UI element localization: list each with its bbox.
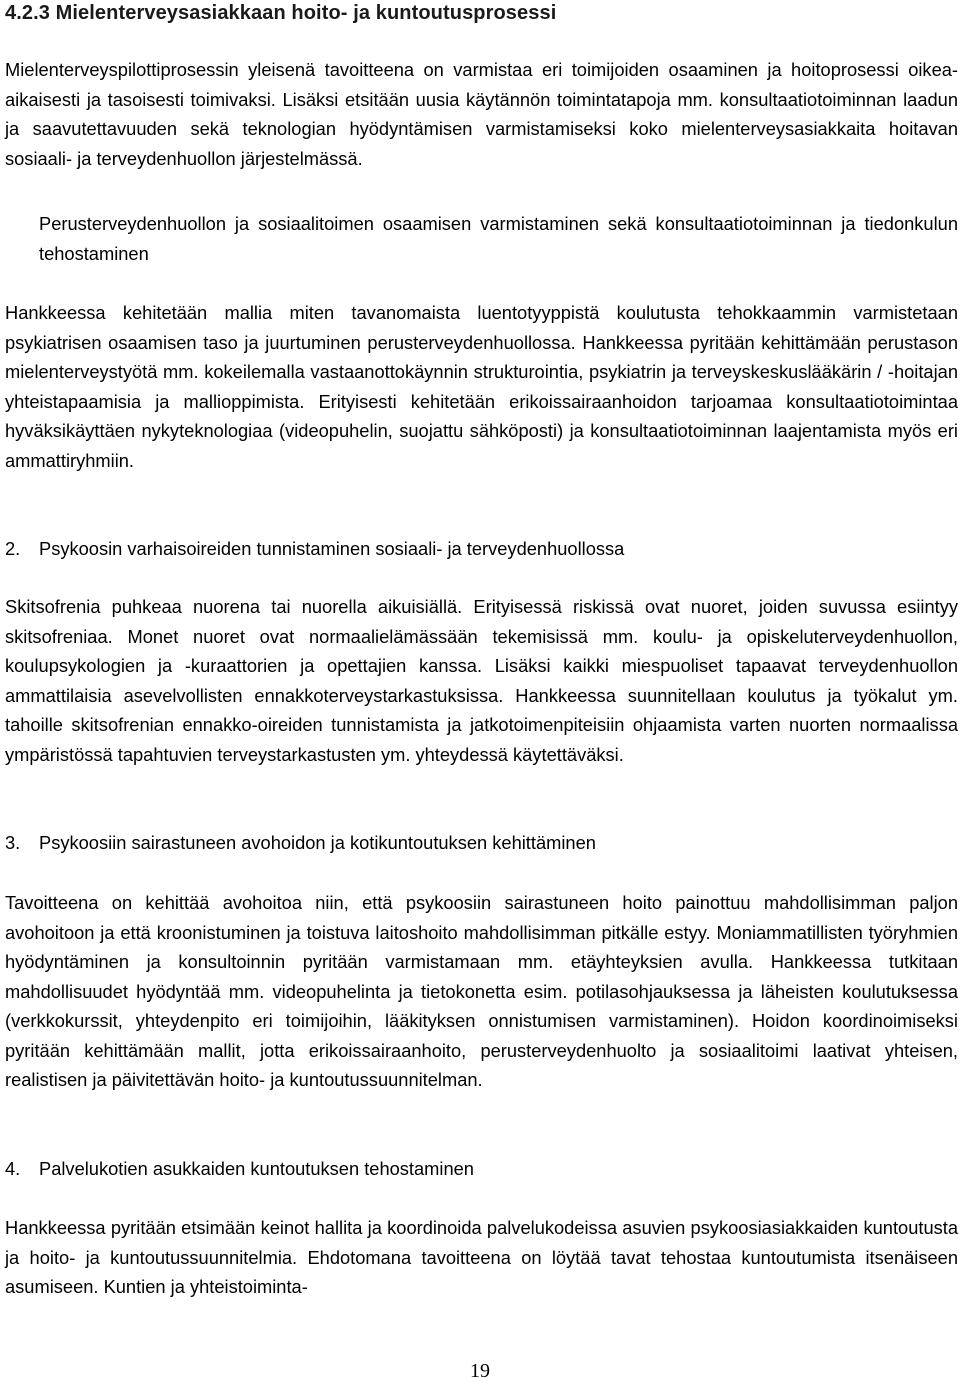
item-1-heading [5,209,958,268]
section-title: 4.2.3 Mielenterveysasiakkaan hoito- ja kuntoutusprosessi [5,2,557,24]
item-2-heading [5,534,958,564]
item-number [5,209,39,239]
item-heading-text: Perusterveydenhuollon ja sosiaalitoimen osaamisen varmistaminen sekä konsultaatiotoiminnan ja tiedonkulun tehostaminen [39,213,958,264]
item-2-body: Skitsofrenia puhkeaa nuorena tai nuorella aikuisiällä. Erityisessä riskissä ovat nuoret, joiden suvussa esiintyy skitsofreniaa. Monet nuoret ovat normaalielämässään tekemisissä mm. koulu- ja opiskeluterveydenhuollon, koulupsykologien ja -kuraattorien ja opettajien kanssa. Lisäksi kaikki miespuoliset tapaavat terveydenhuollon ammattilaisia asevelvollisten ennakkoterveystarkastuksissa. Hankkeessa suunnitellaan koulutus ja työkalut ym. tahoille skitsofrenian ennakko-oireiden tunnistamista ja jatkotoimenpiteisiin ohjaamista varten nuorten normaalissa ympäristössä tapahtuvien terveystarkastusten ym. yhteydessä käytettäväksi. [5,596,958,765]
item-4-heading [5,1154,958,1184]
intro-paragraph: Mielenterveyspilottiprosessin yleisenä tavoitteena on varmistaa eri toimijoiden osaaminen ja hoitoprosessi oikea-aikaisesti ja tasoisesti toimivaksi. Lisäksi etsitään uusia käytännön toimintatapoja mm. konsultaatiotoiminnan laadun ja saavutettavuuden sekä teknologian hyödyntämisen varmistamiseksi koko mielenterveysasiakkaita hoitavan sosiaali- ja terveydenhuollon järjestelmässä. [5,59,958,169]
item-heading-text: Psykoosin varhaisoireiden tunnistaminen sosiaali- ja terveydenhuollossa [39,538,625,559]
item-4-body: Hankkeessa pyritään etsimään keinot hallita ja koordinoida palvelukodeissa asuvien psykoosiasiakkaiden kuntoutusta ja hoito- ja kuntoutussuunnitelmia. Ehdotomana tavoitteena on löytää tavat tehostaa kuntoutumista itsenäiseen asumiseen. Kuntien ja yhteistoiminta- [5,1217,958,1297]
item-number: 3. [5,832,21,853]
item-1-body: Hankkeessa kehitetään mallia miten tavanomaista luentotyyppistä koulutusta tehokkaammin varmistetaan psykiatrisen osaamisen taso ja juurtuminen perusterveydenhuollossa. Hankkeessa pyritään kehittämään perustason mielenterveystyötä mm. kokeilemalla vastaanottokäynnin strukturointia, psykiatrin ja terveyskeskuslääkärin / -hoitajan yhteistapaamisia ja mallioppimista. Erityisesti kehitetään erikoissairaanhoidon tarjoamaa konsultaatiotoimintaa hyväksikäyttäen nykyteknologiaa (videopuhelin, suojattu sähköposti) ja konsultaatiotoiminnan laajentamista myös eri ammattiryhmiin. [5,302,958,471]
item-3-body: Tavoitteena on kehittää avohoitoa niin, että psykoosiin sairastuneen hoito painottuu mahdollisimman paljon avohoitoon ja että kroonistuminen ja toistuva laitoshoito mahdollisimman pitkälle estyy. Moniammatillisten työryhmien hyödyntäminen ja konsultoinnin pyritään varmistamaan mm. etäyhteyksien avulla. Hankkeessa tutkitaan mahdollisuudet hyödyntää mm. videopuhelinta ja tietokonetta esim. potilasohjauksessa ja läheisten koulutuksessa (verkkokurssit, yhteydenpito eri toimijoihin, lääkityksen onnistumisen varmistaminen). Hoidon koordinoimiseksi pyritään kehittämään mallit, jotta erikoissairaanhoito, perusterveydenhuolto ja sosiaalitoimi laativat yhteisen, realistisen ja päivitettävän hoito- ja kuntoutussuunnitelman. [5,892,958,1090]
page-number: 19 [470,1360,490,1382]
item-3-heading [5,828,958,858]
item-heading-text: Palvelukotien asukkaiden kuntoutuksen tehostaminen [39,1158,474,1179]
item-heading-text: Psykoosiin sairastuneen avohoidon ja kotikuntoutuksen kehittäminen [39,832,596,853]
item-number: 4. [5,1158,21,1179]
item-number: 2. [5,538,21,559]
